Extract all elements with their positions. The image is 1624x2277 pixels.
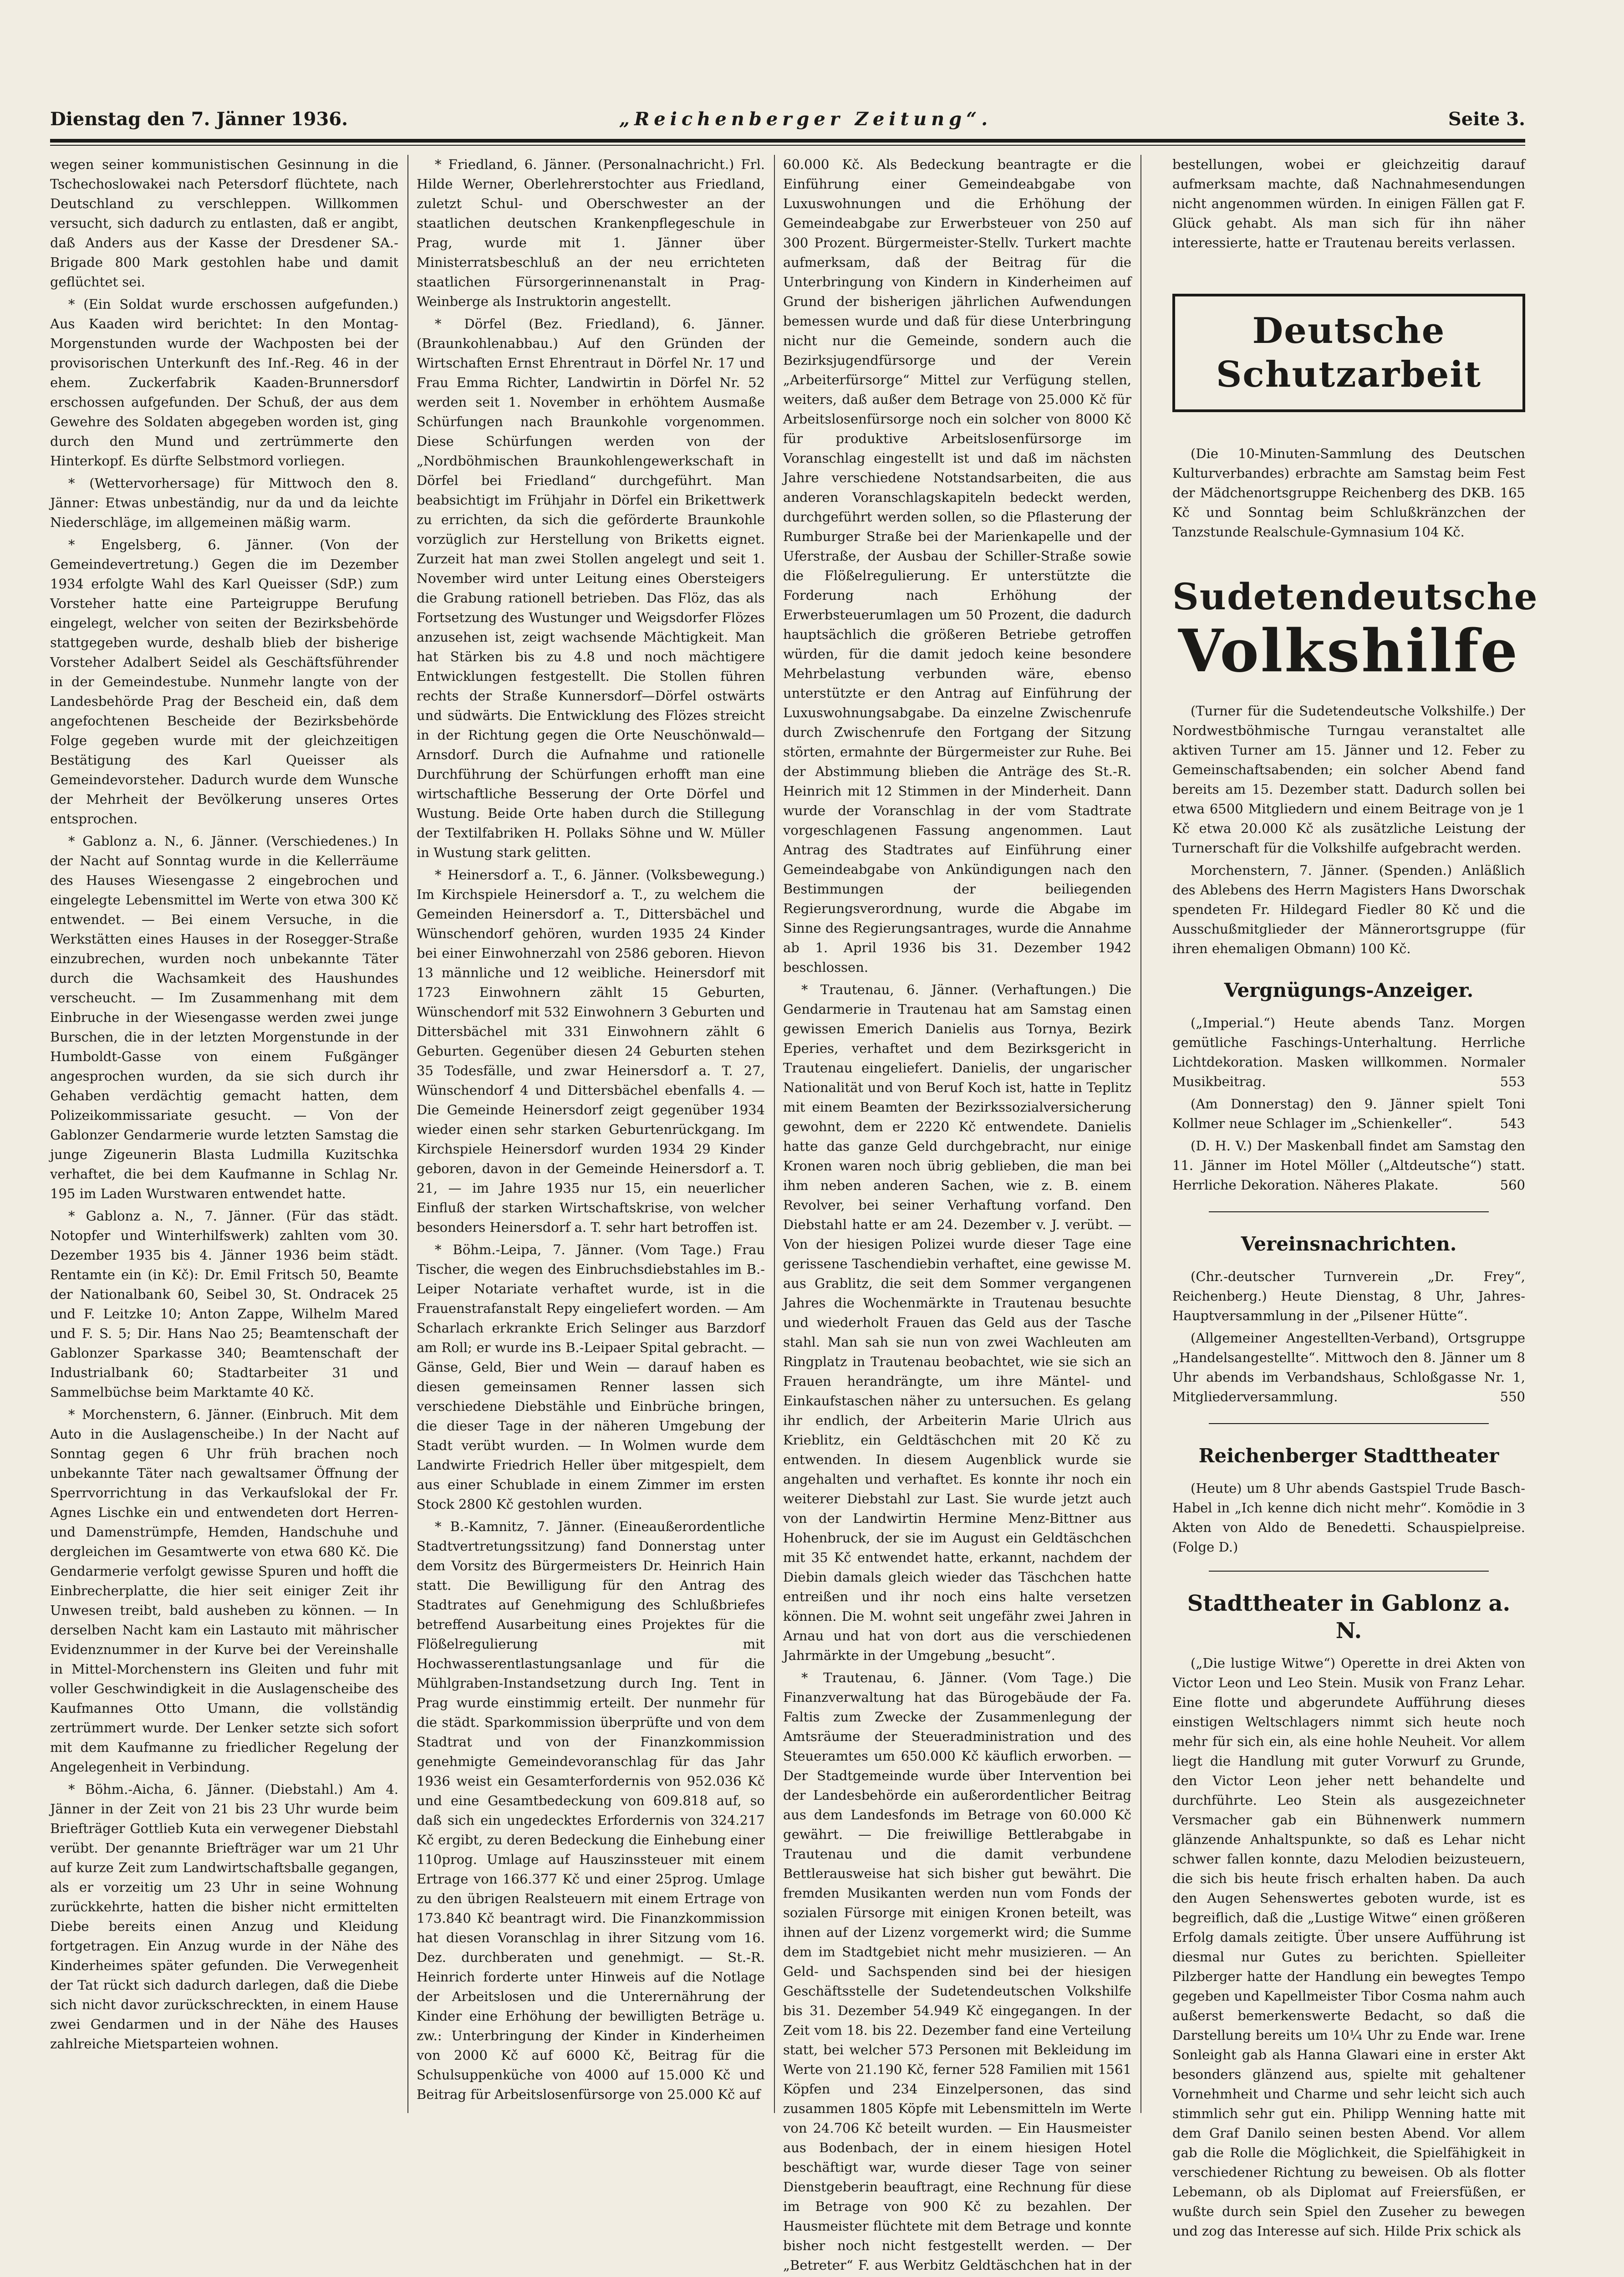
header-page-number: Seite 3.	[1448, 108, 1525, 130]
article: wegen seiner kommunistischen Gesinnung in die Tschechoslowakei nach Petersdorf flüchtete, nach Deutschland zu verschleppen. Willkommen versucht, sich dadurch zu entlasten, daß er angibt, daß Anders aus der Kasse der Dresdener SA.-Brigade 800 Mark gestohlen habe und damit geflüchtet sei.	[50, 157, 398, 290]
divider	[1209, 1211, 1489, 1212]
ad-item	[1172, 1136, 1525, 1195]
column-divider	[1140, 155, 1141, 2113]
deutsche-schutzarbeit-banner: Deutsche Schutzarbeit	[1172, 294, 1525, 412]
article: (Turner für die Sudetendeutsche Volkshilfe.) Der Nordwestböhmische Turngau veranstaltet alle aktiven Turner am 15. Jänner und 12. Feber zu Gemeinschaftsabenden; ein solcher Abend fand bereits am 15. Dezember statt. Dadurch sollen bei etwa 6500 Mitgliedern und einem Beitrage von je 1 Kč etwa 20.000 Kč als zusätzliche Leistung der Turnerschaft für die Volkshilfe aufgebracht werden.	[1172, 703, 1525, 856]
article: (Die 10-Minuten-Sammlung des Deutschen Kulturverbandes) erbrachte am Samstag beim Fest der Mädchenortsgruppe Reichenberg des DKB. 165 Kč und Sonntag beim Schlußkränzchen der Tanzstunde Realschule-Gymnasium 104 Kč.	[1172, 446, 1525, 540]
club-notice	[1172, 1267, 1525, 1326]
ad-text: („Imperial.“) Heute abends Tanz. Morgen gemütliche Faschings-Unterhaltung. Herrliche Lichtdekoration. Masken willkommen. Normaler Musikbeitrag.	[1172, 1015, 1525, 1089]
article: * Gablonz a. N., 6. Jänner. (Verschiedenes.) In der Nacht auf Sonntag wurde in die Kellerräume des Hauses Wiesengasse 2 eingebrochen und eingelegte Lebensmittel im Werte von etwa 300 Kč entwendet. — Bei einem Versuche, in die Werkstätten eines Hauses in der Rosegger-Straße einzubrechen, wurden noch unbekannte Täter durch die Wachsamkeit des Haushundes verscheucht. — Im Zusammenhang mit dem Einbruche in der Wiesengasse werden zwei junge Burschen, die in der letzten Morgenstunde in der Humboldt-Gasse von einem Fußgänger angesprochen wurden, da sie sich durch ihr Gehaben verdächtig gemacht hatten, dem Polizeikommissariate gesucht. — Von der Gablonzer Gendarmerie wurde letzten Samstag die junge Zigeunerin Blasta Ludmilla Kuzitschka verhaftet, die bei dem Kaufmanne in Schlag Nr. 195 im Laden Wurstwaren entwendet hatte.	[50, 833, 398, 1201]
article: * Dörfel (Bez. Friedland), 6. Jänner. (Braunkohlenabbau.) Auf den Gründen der Wirtschaften Ernst Ehrentraut in Dörfel Nr. 17 und Frau Emma Richter, Landwirtin in Dörfel Nr. 52 werden seit 1. November in erhöhtem Ausmaße Schürfungen nach Braunkohle vorgenommen. Diese Schürfungen werden von der „Nordböhmischen Braunkohlengewerkschaft in Dörfel bei Friedland“ durchgeführt. Man beabsichtigt im Frühjahr in Dörfel ein Brikettwerk zu errichten, da sich die geförderte Braunkohle vorzüglich zur Herstellung von Briketts eignet. Zurzeit hat man zwei Stollen angelegt und seit 1. November wird unter Leitung eines Obersteigers die Grabung rationell betrieben. Das Flöz, das als Fortsetzung des Wustunger und Weigsdorfer Flözes anzusehen ist, zeigt wachsende Mächtigkeit. Man hat Stärken bis zu 4.8 und noch mächtigere Entwicklungen festgestellt. Die Stollen führen rechts der Straße Kunnersdorf—Dörfel ostwärts und südwärts. Die Entwicklung des Flözes streicht in der Richtung gegen die Orte Neuschönwald—Arnsdorf. Durch die Aufnahme und rationelle Durchführung der Schürfungen erhofft man eine wirtschaftliche Besserung der Orte Dörfel und Wustung. Beide Orte haben durch die Stillegung der Textilfabriken H. Pollaks Söhne und W. Müller in Wustung stark gelitten.	[417, 316, 765, 860]
club-notice-number: 550	[1500, 1389, 1525, 1404]
section-heading-vergnuegungs-anzeiger: Vergnügungs-Anzeiger.	[1224, 979, 1474, 1001]
volkshilfe-banner-line-1: Sudetendeutsche	[1172, 575, 1538, 618]
article: * Heinersdorf a. T., 6. Jänner. (Volksbewegung.) Im Kirchspiele Heinersdorf a. T., zu welchem die Gemeinden Heinersdorf a. T., Dittersbächel und Wünschendorf gehören, wurden 1935 24 Kinder bei einer Einwohnerzahl von 2586 geboren. Hievon 13 männliche und 12 weibliche. Heinersdorf mit 1723 Einwohnern zählt 15 Geburten, Wünschendorf mit 532 Einwohnern 3 Geburten und Dittersbächel mit 331 Einwohnern zählt 6 Geburten. Gegenüber diesen 24 Geburten stehen 35 Todesfälle, und zwar Heinersdorf a. T. 27, Wünschendorf 4 und Dittersbächel ebenfalls 4. — Die Gemeinde Heinersdorf zeigt gegenüber 1934 wieder einen sehr starken Geburtenrückgang. Im Kirchspiele Heinersdorf wurden 1934 29 Kinder geboren, davon in der Gemeinde Heinersdorf a. T. 21, — im Jahre 1935 nur 15, ein neuerlicher Einfluß der starken Wirtschaftskrise, von welcher besonders Heinersdorf a. T. sehr hart betroffen ist.	[417, 867, 765, 1235]
ad-number: 560	[1500, 1177, 1525, 1193]
ad-text: (Am Donnerstag) den 9. Jänner spielt Toni Kollmer neue Schlager im „Schienkeller“.	[1172, 1096, 1525, 1131]
column-3	[783, 155, 1131, 2273]
club-notice-text: (Chr.-deutscher Turnverein „Dr. Frey“, Reichenberg.) Heute Dienstag, 8 Uhr, Jahres-Hauptversammlung in der „Pilsener Hütte“.	[1172, 1269, 1525, 1323]
article: * Böhm.-Leipa, 7. Jänner. (Vom Tage.) Frau Tischer, die wegen des Einbruchsdiebstahles im B.-Leiper Notariate verhaftet wurde, ist in die Frauenstrafanstalt Repy eingeliefert worden. — Am Scharlach erkrankte Erich Selinger aus Barzdorf am Roll; er wurde ins B.-Leipaer Spital gebracht. — Gänse, Geld, Bier und Wein — darauf haben es diesen gemeinsamen Renner lassen sich verschiedene Diebstähle und Einbrüche bringen, die dieser Tage in der näheren Umgebung der Stadt verübt wurden. — In Wolmen wurde dem Landwirte Friedrich Heller über mitgespielt, dem aus einer Schublade in einem Zimmer im ersten Stock 2800 Kč gestohlen wurden.	[417, 1242, 765, 1512]
article: * Trautenau, 6. Jänner. (Verhaftungen.) Die Gendarmerie in Trautenau hat am Samstag einen gewissen Emerich Danielis aus Tornya, Bezirk Eperies, verhaftet und dem Bezirksgericht in Trautenau eingeliefert. Danielis, der ungarischer Nationalität und von Beruf Koch ist, hatte in Teplitz mit einem Beamten der Bezirkssozialversicherung gewohnt, dem er 2220 Kč entwendete. Danielis hatte das ganze Geld durchgebracht, nur einige Kronen waren noch übrig geblieben, die man bei ihm neben anderen Sachen, wie z. B. einem Revolver, bei seiner Verhaftung vorfand. Den Diebstahl hatte er am 24. Dezember v. J. verübt. — Von der hiesigen Polizei wurde dieser Tage eine gerissene Taschendiebin verhaftet, eine gewisse M. aus Grablitz, die seit dem Sommer vergangenen Jahres die Wochenmärkte in Trautenau besuchte und wiederholt Frauen das Geld aus der Tasche stahl. Man sah sie nun von zwei Wachleuten am Ringplatz in Trautenau beobachtet, wie sie sich an Frauen herandrängte, um ihre Mäntel- und Einkaufstaschen näher zu untersuchen. Es gelang ihr endlich, der Arbeiterin Marie Ulrich aus Krieblitz, ein Geldtäschchen mit 20 Kč zu entwenden. In diesem Augenblick wurde sie angehalten und verhaftet. Es konnte ihr noch ein weiterer Diebstahl zur Last. Sie wurde jetzt auch von der Landwirtin Hermine Menz-Bittner aus Hohenbruck, der sie im August ein Geldtäschchen mit 35 Kč entwendet hatte, erkannt, nachdem der Diebin damals gleich wieder das Täschchen hatte entreißen und ihr noch eins halte versetzen können. Die M. wohnt seit ungefähr zwei Jahren in Arnau und hat von dort aus die verschiedenen Jahrmärkte in der Umgebung „besucht“.	[783, 982, 1131, 1663]
ad-number: 553	[1500, 1074, 1525, 1089]
column-1	[50, 155, 398, 2118]
volkshilfe-banner-line-2: Volkshilfe	[1178, 617, 1520, 685]
volkshilfe-banner	[1172, 569, 1538, 685]
page-header	[50, 108, 1525, 136]
theater-review: („Die lustige Witwe“) Operette in drei Akten von Victor Leon und Leo Stein. Musik von Franz Lehar. Eine flotte und abgerundete Aufführung dieses einstigen Weltschlagers nimmt sich heute noch mehr für sich ein, als eine hohle Neuheit. Vor allem liegt die Handlung mit guter Vorwurf zu Grunde, den Victor Leon jeher nett behandelte und durchführte. Leo Stein als ausgezeichneter Versmacher gab ein Bühnenwerk nummern glänzende Anhaltspunkte, so daß es Lehar nicht schwer fallen konnte, dazu Melodien beizusteuern, die sich bis heute frisch erhalten haben. Da auch den Augen Sehenswertes geboten wurde, ist es begreiflich, daß die „Lustige Witwe“ einen größeren Erfolg damals zeitigte. Über unsere Aufführung ist diesmal nur Gutes zu berichten. Spielleiter Pilzberger hatte der Handlung ein bewegtes Tempo gegeben und Kapellmeister Tibor Cosma nahm auch außerst bemerkenswerte Bedacht, so daß die Darstellung bereits um 10¼ Uhr zu Ende war. Irene Sonleight gab als Hanna Glawari eine in erster Akt besonders glänzend aus, spielte mit gehaltener Vornehmheit und Charme und sehr leicht sich auch stimmlich sehr gut ein. Philipp Wenning hatte mit dem Graf Danilo seinen besten Abend. Vor allem gab die Rolle die Möglichkeit, die Spielfähigkeit in verschiedener Richtung zu beweisen. Ob als flotter Lebemann, ob als Diplomat auf Freiersfüßen, er wußte durch sein Spiel den Zuseher zu bewegen und zog das Interesse auf sich. Hilde Prix schick als	[1172, 1655, 1525, 2239]
column-2	[417, 155, 765, 2118]
article: * Trautenau, 6. Jänner. (Vom Tage.) Die Finanzverwaltung hat das Bürogebäude der Fa. Faltis zum Zwecke der Zusammenlegung der Amtsräume der Steueradministration und des Steueramtes um 650.000 Kč käuflich erworben. — Der Stadtgemeinde wurde über Intervention bei der Landesbehörde ein außerordentlicher Beitrag aus dem Landesfonds im Betrage von 60.000 Kč gewährt. — Die freiwillige Bettlerabgabe in Trautenau und die damit verbundene Bettlerausweise hat sich bisher gut bewährt. Die fremden Musikanten werden nun vom Fonds der sozialen Fürsorge mit einigen Kronen beteilt, was ihnen auf der Lizenz vorgemerkt wird; die Summe dem im Stadtgebiet nicht mehr musizieren. — An Geld- und Sachspenden sind bei der hiesigen Geschäftsstelle der Sudetendeutschen Volkshilfe bis 31. Dezember 54.949 Kč eingegangen. In der Zeit vom 18. bis 22. Dezember fand eine Verteilung statt, bei welcher 573 Personen mit Bekleidung im Werte von 21.190 Kč, ferner 528 Familien mit 1561 Köpfen und 234 Einzelpersonen, das sind zusammen 1805 Köpfe mit Lebensmitteln im Werte von 24.706 Kč beteilt wurden. — Ein Hausmeister aus Bodenbach, der in einem hiesigen Hotel beschäftigt war, wurde dieser Tage von seiner Dienstgeberin beauftragt, eine Rechnung für diese im Betrage von 900 Kč zu bezahlen. Der Hausmeister flüchtete mit dem Betrage und konnte bisher noch nicht festgestellt werden. — Der „Betreter“ F. aus Werbitz Geldtäschchen hat in der	[783, 1670, 1131, 2273]
divider	[1209, 1423, 1489, 1424]
article: * Morchenstern, 6. Jänner. (Einbruch. Mit dem Auto in die Auslagenscheibe.) In der Nacht auf Sonntag gegen 6 Uhr früh brachen noch unbekannte Täter nach gewaltsamer Öffnung der Sperrvorrichtung in das Verkaufslokal der Fr. Agnes Lischke ein und entwendeten dort Herren- und Damenstrümpfe, Hemden, Handschuhe und dergleichen im Gesamtwerte von etwa 680 Kč. Die Gendarmerie verfolgt gewisse Spuren und hofft die Einbrecherplatte, die hier seit einiger Zeit ihr Unwesen treibt, bald ausheben zu können. — In derselben Nacht kam ein Lastauto mit mährischer Evidenznummer in der Kurve bei der Vereinshalle in Mittel-Morchenstern ins Gleiten und fuhr mit voller Geschwindigkeit in die Auslagenscheibe des Kaufmannes Otto Umann, die vollständig zertrümmert wurde. Der Lenker setzte sich sofort mit dem Kaufmanne zu friedlicher Regelung der Angelegenheit in Verbindung.	[50, 1407, 398, 1775]
ad-text: (D. H. V.) Der Maskenball findet am Samstag den 11. Jänner im Hotel Möller („Altdeutsche“) statt. Herrliche Dekoration. Näheres Plakate.	[1172, 1138, 1525, 1193]
article: bestellungen, wobei er gleichzeitig darauf aufmerksam machte, daß Nachnahmesendungen nicht angenommen würden. In einigen Fällen gat F. Glück gehabt. Als man sich für ihn näher interessierte, hatte er Trautenau bereits verlassen.	[1172, 157, 1525, 250]
divider	[1209, 1571, 1489, 1572]
column-divider	[774, 155, 775, 2113]
article: * (Ein Soldat wurde erschossen aufgefunden.) Aus Kaaden wird berichtet: In den Montag-Morgenstunden wurde der Wachposten bei der provisorischen Unterkunft des Inf.-Reg. 46 in der ehem. Zuckerfabrik Kaaden-Brunnersdorf erschossen aufgefunden. Der Schuß, der aus dem Gewehre des Soldaten abgegeben worden ist, ging durch den Mund und zertrümmerte den Hinterkopf. Es dürfte Selbstmord vorliegen.	[50, 296, 398, 469]
section-heading-stadttheater-gablonz: Stadttheater in Gablonz a. N.	[1187, 1591, 1511, 1644]
article: * Böhm.-Aicha, 6. Jänner. (Diebstahl.) Am 4. Jänner in der Zeit von 21 bis 23 Uhr wurde beim Briefträger Gottlieb Kuta ein verwegener Diebstahl verübt. Der genannte Briefträger war um 21 Uhr auf kurze Zeit zum Landwirtschaftsballe gegangen, als er vorzeitig um 23 Uhr in seine Wohnung zurückkehrte, hatten die bisher nicht ermittelten Diebe bereits einen Anzug und Kleidung fortgetragen. Ein Anzug wurde in der Nähe des Kinderheimes später gefunden. Die Verwegenheit der Tat rückt sich dadurch darlegen, daß die Diebe sich nicht davor zurückschreckten, in einem Hause zwei Gendarmen und in der Nähe des Hauses zahlreiche Mietsparteien wohnen.	[50, 1782, 398, 2052]
article: * Friedland, 6. Jänner. (Personalnachricht.) Frl. Hilde Werner, Oberlehrerstochter aus Friedland, zuletzt Schul- und Oberschwester an der staatlichen deutschen Krankenpflegeschule in Prag, wurde mit 1. Jänner über Ministerratsbeschluß an der neu errichteten staatlichen Fürsorgerinnenanstalt in Prag-Weinberge als Instruktorin angestellt.	[417, 157, 765, 309]
theater-notice: (Heute) um 8 Uhr abends Gastspiel Trude Basch-Habel in „Ich kenne dich nicht mehr“. Komödie in 3 Akten von Aldo de Benedetti. Schauspielpreise. (Folge D.)	[1172, 1481, 1525, 1555]
ad-number: 543	[1500, 1116, 1525, 1131]
article: Morchenstern, 7. Jänner. (Spenden.) Anläßlich des Ablebens des Herrn Magisters Hans Dworschak spendeten Fr. Hildegard Fiedler 80 Kč und die Ausschußmitglieder der Männerortsgruppe (für ihren ehemaligen Obmann) 100 Kč.	[1172, 863, 1525, 956]
header-date: Dienstag den 7. Jänner 1936.	[50, 108, 348, 130]
club-notice	[1172, 1328, 1525, 1407]
article: * Engelsberg, 6. Jänner. (Von der Gemeindevertretung.) Gegen die im Dezember 1934 erfolgte Wahl des Karl Queisser (SdP.) zum Vorsteher hatte eine Parteigruppe Berufung eingelegt, welcher von seiten der Bezirksbehörde stattgegeben wurde, deshalb blieb der bisherige Vorsteher Adalbert Seidel als Geschäftsführender in der Gemeindestube. Nunmehr langte von der Landesbehörde Prag der Bescheid ein, daß dem angefochtenen Bescheide der Bezirksbehörde Folge gegeben wurde mit der gleichzeitigen Bestätigung des Karl Queisser als Gemeindevorsteher. Dadurch wurde dem Wunsche der Mehrheit der Bevölkerung unseres Ortes entsprochen.	[50, 537, 398, 827]
header-newspaper-title: „Reichenberger Zeitung“.	[619, 108, 993, 130]
ad-item	[1172, 1094, 1525, 1133]
article: * Gablonz a. N., 7. Jänner. (Für das städt. Notopfer und Winterhilfswerk) zahlten vom 30. Dezember 1935 bis 4. Jänner 1936 beim städt. Rentamte ein (in Kč): Dr. Emil Fritsch 50, Beamte der Nationalbank 60, Seibel 30, St. Ondracek 25 und F. Leitzke 10; Anton Zappe, Wilhelm Mared und F. S. 5; Dir. Hans Nao 25; Beamtenschaft der Gablonzer Sparkasse 340; Beamtenschaft der Industrialbank 60; Stadtarbeiter 31 und Sammelbüchse beim Marktamte 40 Kč.	[50, 1208, 398, 1400]
article: * B.-Kamnitz, 7. Jänner. (Eineaußerordentliche Stadtvertretungssitzung) fand Donnerstag unter dem Vorsitz des Bürgermeisters Dr. Heinrich Hain statt. Die Bewilligung für den Antrag des Stadtrates auf Genehmigung des Schlußbriefes betreffend Ausarbeitung eines Projektes für die Flößelregulierung mit Hochwasserentlastungsanlage und für die Mühlgraben-Instandsetzung durch Ing. Tent in Prag wurde einstimmig erteilt. Der nunmehr für die städt. Sparkommission überprüfte und von dem Stadtrat und von der Finanzkommission genehmigte Gemeindevoranschlag für das Jahr 1936 weist ein Gesamterfordernis von 952.036 Kč und eine Gesamtbedeckung von 609.818 auf, so daß sich ein ungedecktes Erfordernis von 324.217 Kč ergibt, zu deren Bedeckung die Einhebung einer 110prog. Umlage auf Hauszinssteuer mit einem Ertrage von 166.377 Kč und einer 25prog. Umlage zu den übrigen Realsteuern mit einem Ertrage von 173.840 Kč beantragt wird. Die Finanzkommission hat diesen Voranschlag in ihrer Sitzung vom 16. Dez. durchberaten und genehmigt. — St.-R. Heinrich forderte unter Hinweis auf die Notlage der Arbeitslosen und die Unterernährung der Kinder eine Erhöhung der bewilligten Beträge u. zw.: Unterbringung der Kinder in Kinderheimen von 2000 Kč auf 6000 Kč, Beitrag für die Schulsuppenküche von 4000 auf 15.000 Kč und Beitrag für Arbeitslosenfürsorge von 25.000 Kč auf	[417, 1519, 765, 2102]
ad-item	[1172, 1013, 1525, 1092]
section-heading-reichenberger-stadttheater: Reichenberger Stadttheater	[1198, 1445, 1499, 1467]
section-heading-vereinsnachrichten: Vereinsnachrichten.	[1241, 1233, 1457, 1255]
header-rule	[50, 139, 1525, 143]
article: * (Wettervorhersage) für Mittwoch den 8. Jänner: Etwas unbeständig, nur da und da leichte Niederschläge, im allgemeinen mäßig warm.	[50, 475, 398, 530]
club-notice-text: (Allgemeiner Angestellten-Verband), Ortsgruppe „Handelsangestellte“. Mittwoch den 8. Jänner um 8 Uhr abends im Verbandshaus, Schloßgasse Nr. 1, Mitgliederversammlung.	[1172, 1330, 1525, 1404]
column-4	[1172, 155, 1538, 2239]
column-divider	[407, 155, 408, 2113]
header-rule-thin	[50, 145, 1525, 146]
article: 60.000 Kč. Als Bedeckung beantragte er die Einführung einer Gemeindeabgabe von Luxuswohnungen und die Erhöhung der Gemeindeabgabe zur Erwerbsteuer von 250 auf 300 Prozent. Bürgermeister-Stellv. Turkert machte aufmerksam, daß der Beitrag für die Unterbringung von Kindern in Kinderheimen auf Grund der bisherigen jährlichen Aufwendungen bemessen wurde und daß für diese Unterbringung nicht nur die Gemeinde, sondern auch die Bezirksjugendfürsorge und der Verein „Arbeiterfürsorge“ Mittel zur Verfügung stellen, weiters, daß außer dem Betrage von 25.000 Kč für Arbeitslosenfürsorge noch ein solcher von 8000 Kč für produktive Arbeitslosenfürsorge im Voranschlag eingestellt ist und daß im nächsten Jahre verschiedene Notstandsarbeiten, die aus anderen Voranschlagskapiteln bedeckt werden, durchgeführt werden sollen, so die Pflasterung der Rumburger Straße bei der Marienkapelle und der Uferstraße, der Ausbau der Schiller-Straße sowie die Flößelregulierung. Er unterstützte die Forderung nach Erhöhung der Erwerbsteuerumlagen um 50 Prozent, die dadurch hauptsächlich die größeren Betriebe getroffen würden, für die damit jedoch keine besondere Mehrbelastung verbunden wäre, ebenso unterstützte er den Antrag auf Einführung der Luxuswohnungsabgabe. Da einzelne Zwischenrufe durch Zwischenrufe den Fortgang der Sitzung störten, ermahnte der Bürgermeister zur Ruhe. Bei der Abstimmung blieben die Anträge des St.-R. Heinrich mit 12 Stimmen in der Minderheit. Dann wurde der Voranschlag in der vom Stadtrate vorgeschlagenen Fassung angenommen. Laut Antrag des Stadtrates auf Einführung einer Gemeindeabgabe von Ankündigungen nach den Bestimmungen der beiliegenden Regierungsverordnung, wurde die Abgabe im Sinne des Regierungsantrages, wurde die Annahme ab 1. April 1936 bis 31. Dezember 1942 beschlossen.	[783, 157, 1131, 975]
